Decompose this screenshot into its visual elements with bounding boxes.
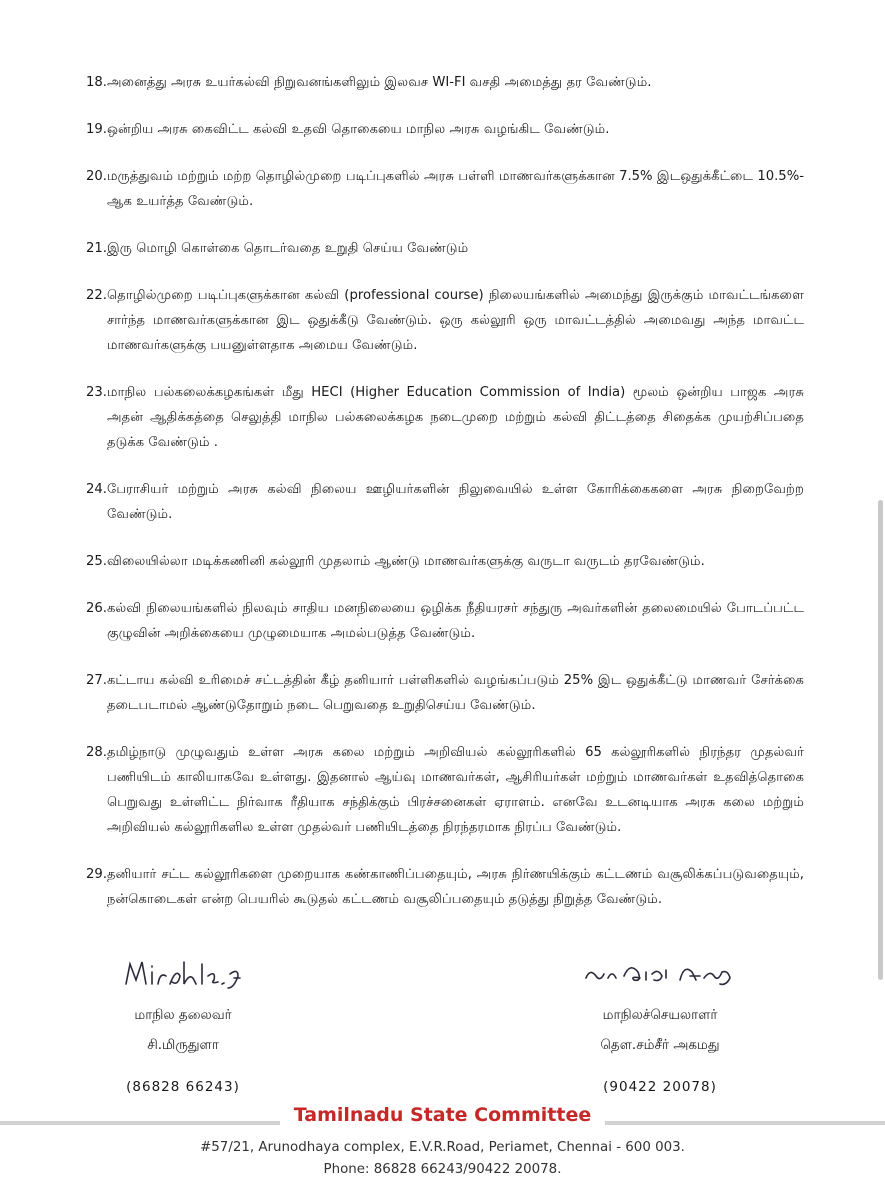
list-item <box>86 70 804 95</box>
item-number: 24. <box>86 482 107 497</box>
item-text: தமிழ்நாடு முழுவதும் உள்ள அரசு கலை மற்றும் அறிவியல் கல்லூரிகளில் 65 கல்லூரிகளில் நிரந்தர முதல்வர் பணியிடம் காலியாகவே உள்ளது. இதனால் ஆய்வு மாணவர்கள், ஆசிரியர்கள் மற்றும் மாணவர்கள் உதவித்தொகை பெறுவது உள்ளிட்ட நிர்வாக ரீதியாக சந்திக்கும் பிரச்சனைகள் ஏராளம். எனவே உடனடியாக அரசு கலை மற்றும் அறிவியல் கல்லூரிகளில உள்ள முதல்வர் பணியிடத்தை நிரந்தரமாக நிரப்ப வேண்டும். <box>106 745 804 835</box>
item-text: தனியார் சட்ட கல்லூரிகளை முறையாக கண்காணிப்பதையும், அரசு நிர்ணயிக்கும் கட்டணம் வசூலிக்கப்படுவதையும், நன்கொடைகள் என்ற பெயரில் கூடுதல் கட்டணம் வசூலிப்பதையும் தடுத்து நிறுத்த வேண்டும். <box>106 867 804 907</box>
list-item <box>86 380 804 455</box>
item-text: விலையில்லா மடிக்கணினி கல்லூரி முதலாம் ஆண்டு மாணவர்களுக்கு வருடா வருடம் தரவேண்டும். <box>106 554 705 569</box>
signatory-right-name: தௌ.சம்சீர் அகமது <box>600 1037 720 1053</box>
list-item <box>86 236 804 261</box>
list-item <box>86 668 804 718</box>
signatory-right-role: மாநிலச்செயலாளர் <box>602 1007 718 1023</box>
item-text: கட்டாய கல்வி உரிமைச் சட்டத்தின் கீழ் தனியார் பள்ளிகளில் வழங்கப்படும் 25% இட ஒதுக்கீட்டு மாணவர் சேர்க்கை தடைபடாமல் ஆண்டுதோறும் நடை பெறுவதை உறுதிசெய்ய வேண்டும். <box>106 673 804 713</box>
item-text: மருத்துவம் மற்றும் மற்ற தொழில்முறை படிப்புகளில் அரசு பள்ளி மாணவர்களுக்கான 7.5% இடஒதுக்கீட்டை 10.5%-ஆக உயர்த்த வேண்டும். <box>106 169 804 209</box>
item-number: 29. <box>86 867 107 882</box>
vertical-scrollbar[interactable] <box>878 500 883 980</box>
footer-committee <box>0 1104 885 1126</box>
item-number: 22. <box>86 288 107 303</box>
item-text: கல்வி நிலையங்களில் நிலவும் சாதிய மனநிலையை ஒழிக்க நீதியரசர் சந்துரு அவர்களின் தலைமையில் போடப்பட்ட குழுவின் அறிக்கையை முழுமையாக அமல்படுத்த வேண்டும். <box>106 601 804 641</box>
footer-address: #57/21, Arunodhaya complex, E.V.R.Road, Periamet, Chennai - 600 003. <box>200 1140 685 1155</box>
signatory-right <box>540 954 780 1102</box>
item-text: பேராசியர் மற்றும் அரசு கல்வி நிலைய ஊழியர்களின் நிலுவையில் உள்ள கோரிக்கைகளை அரசு நிறைவேற்ற வேண்டும். <box>106 482 804 522</box>
item-text: ஒன்றிய அரசு கைவிட்ட கல்வி உதவி தொகையை மாநில அரசு வழங்கிட வேண்டும். <box>106 122 610 137</box>
signature-right <box>580 954 740 994</box>
item-number: 21. <box>86 241 107 256</box>
item-number: 23. <box>86 385 107 400</box>
item-text: தொழில்முறை படிப்புகளுக்கான கல்வி (professional course) நிலையங்களில் அமைந்து இருக்கும் மாவட்டங்களை சார்ந்த மாணவர்களுக்கான இட ஒதுக்கீடு வேண்டும். ஒரு கல்லூரி ஒரு மாவட்டத்தில் அமைவது அந்த மாவட்ட மாணவர்களுக்கு பயனுள்ளதாக அமைய வேண்டும். <box>106 288 804 353</box>
signature-left <box>118 954 248 994</box>
list-item <box>86 862 804 912</box>
item-number: 19. <box>86 122 107 137</box>
item-number: 26. <box>86 601 107 616</box>
signatory-right-phone: (90422 20078) <box>603 1079 717 1095</box>
item-number: 27. <box>86 673 107 688</box>
committee-name: Tamilnadu State Committee <box>280 1104 605 1126</box>
item-text: இரு மொழி கொள்கை தொடர்வதை உறுதி செய்ய வேண்டும் <box>106 241 469 256</box>
item-number: 28. <box>86 745 107 760</box>
item-number: 20. <box>86 169 107 184</box>
list-item <box>86 740 804 840</box>
item-number: 25. <box>86 554 107 569</box>
list-item <box>86 477 804 527</box>
signatory-left <box>63 954 303 1102</box>
list-item <box>86 596 804 646</box>
list-item <box>86 164 804 214</box>
item-text: அனைத்து அரசு உயர்கல்வி நிறுவனங்களிலும் இலவச WI-FI வசதி அமைத்து தர வேண்டும். <box>106 75 652 90</box>
list-item <box>86 549 804 574</box>
list-item <box>86 117 804 142</box>
footer-phone: Phone: 86828 66243/90422 20078. <box>323 1162 562 1177</box>
signatory-left-name: சி.மிருதுளா <box>147 1037 219 1053</box>
signatory-left-role: மாநில தலைவர் <box>134 1007 232 1023</box>
list-item <box>86 283 804 358</box>
item-number: 18. <box>86 75 107 90</box>
demands-list <box>86 70 804 934</box>
signatory-left-phone: (86828 66243) <box>126 1079 240 1095</box>
item-text: மாநில பல்கலைக்கழகங்கள் மீது HECI (Higher Education Commission of India) மூலம் ஒன்றிய பாஜக அரசு அதன் ஆதிக்கத்தை செலுத்தி மாநில பல்கலைக்கழக நடைமுறை மற்றும் கல்வி திட்டத்தை சிதைக்க முயற்சிப்பதை தடுக்க வேண்டும் . <box>106 385 804 450</box>
